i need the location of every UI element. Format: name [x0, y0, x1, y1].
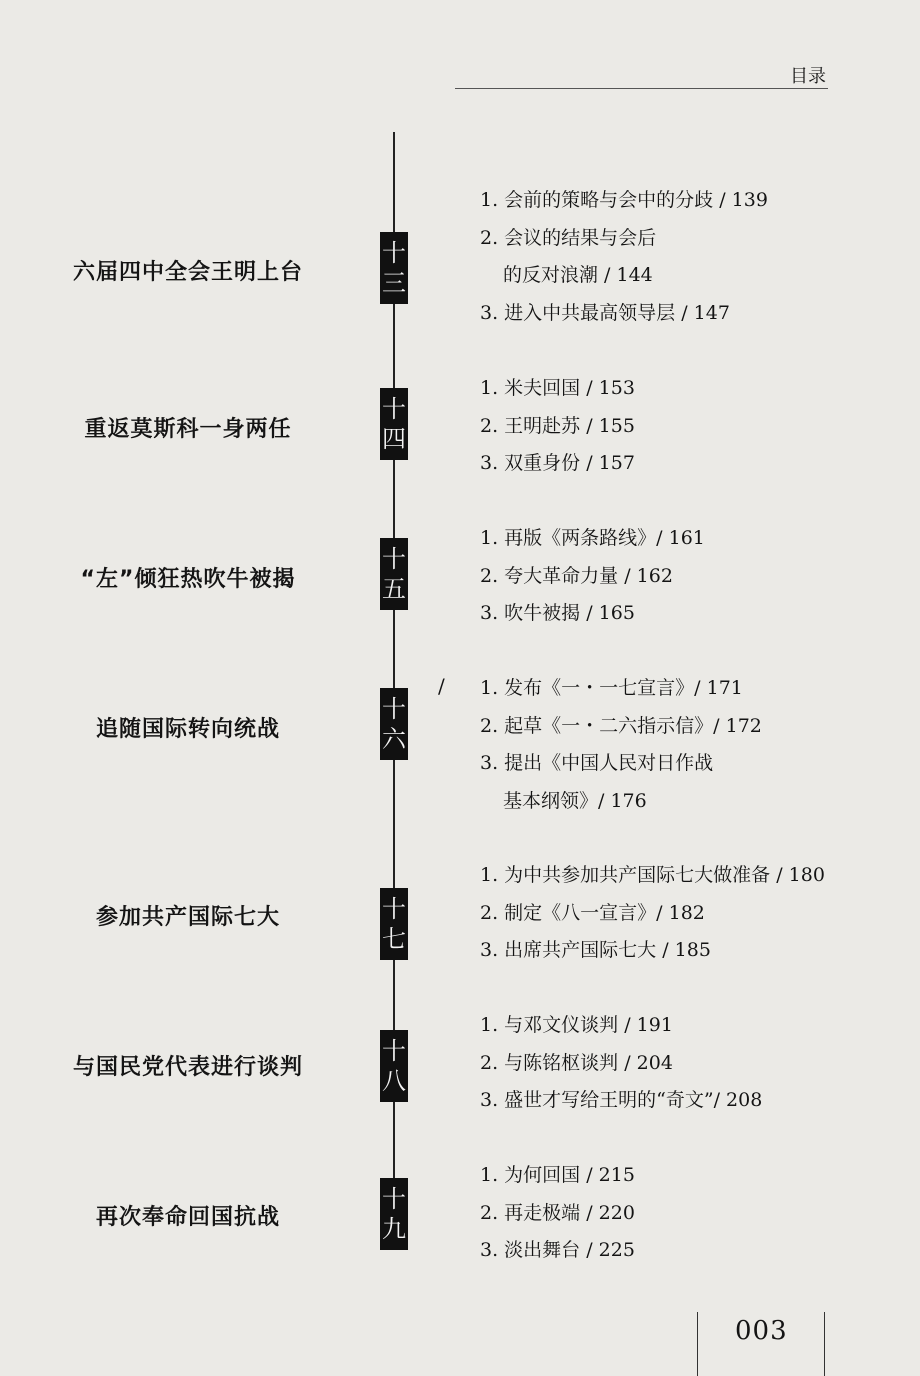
chapter-number-char: 十 [382, 1185, 406, 1213]
section-list [480, 670, 762, 820]
running-head: 目录 [790, 66, 826, 87]
chapter-number-box [380, 888, 408, 960]
pen-tick-mark: / [438, 674, 445, 698]
section-item[interactable]: 3. 进入中共最高领导层 / 147 [480, 301, 730, 324]
chapter-number-char: 十 [382, 395, 406, 423]
chapter-number-char: 十 [382, 895, 406, 923]
section-item[interactable]: 3. 提出《中国人民对日作战 [480, 752, 714, 774]
chapter-number-box [380, 1030, 408, 1102]
section-item[interactable]: 2. 与陈铭枢谈判 / 204 [480, 1051, 673, 1074]
section-list [480, 182, 768, 332]
section-item[interactable]: 1. 发布《一・一七宣言》/ 171 [480, 677, 743, 699]
chapter-title[interactable]: “左”倾狂热吹牛被揭 [80, 567, 296, 592]
chapter-title[interactable]: 重返莫斯科一身两任 [84, 417, 292, 442]
section-item[interactable]: 3. 淡出舞台 / 225 [480, 1239, 635, 1261]
section-item[interactable]: 3. 双重身份 / 157 [480, 452, 635, 474]
section-item[interactable]: 2. 起草《一・二六指示信》/ 172 [480, 714, 762, 737]
section-item[interactable]: 3. 吹牛被揭 / 165 [480, 602, 635, 624]
chapter-title[interactable]: 六届四中全会王明上台 [72, 260, 303, 285]
chapter-title[interactable]: 追随国际转向统战 [95, 717, 280, 742]
chapter-number-char: 九 [382, 1215, 406, 1243]
chapter-title[interactable]: 与国民党代表进行谈判 [72, 1055, 303, 1080]
chapter-number-char: 十 [382, 239, 406, 267]
section-item[interactable]: 2. 再走极端 / 220 [480, 1201, 635, 1224]
chapter-number-char: 十 [382, 545, 406, 573]
chapter-number-box [380, 538, 408, 610]
chapter-number-box [380, 1178, 408, 1250]
chapter-title[interactable]: 再次奉命回国抗战 [95, 1205, 280, 1230]
section-list [480, 520, 705, 633]
section-list [480, 370, 635, 483]
section-list [480, 1007, 762, 1120]
chapter-number-char: 三 [382, 269, 406, 297]
chapter-number-box [380, 388, 408, 460]
chapter-title[interactable]: 参加共产国际七大 [95, 905, 280, 930]
section-item-continuation[interactable]: 的反对浪潮 / 144 [503, 264, 653, 286]
chapter-number-char: 十 [382, 1037, 406, 1065]
chapter-number-char: 四 [382, 425, 406, 453]
section-item-continuation[interactable]: 基本纲领》/ 176 [503, 789, 647, 812]
section-item[interactable]: 1. 与邓文仪谈判 / 191 [480, 1014, 673, 1036]
section-item[interactable]: 3. 盛世才写给王明的“奇文”/ 208 [480, 1089, 763, 1111]
page-number: 003 [735, 1316, 788, 1346]
section-item[interactable]: 1. 为中共参加共产国际七大做准备 / 180 [480, 864, 825, 886]
section-item[interactable]: 1. 再版《两条路线》/ 161 [480, 527, 705, 549]
section-item[interactable]: 1. 米夫回国 / 153 [480, 377, 635, 399]
chapter-number-char: 八 [382, 1067, 406, 1095]
section-item[interactable]: 1. 为何回国 / 215 [480, 1164, 635, 1186]
chapter-number-char: 十 [382, 695, 406, 723]
section-item[interactable]: 2. 夸大革命力量 / 162 [480, 564, 673, 587]
chapter-number-char: 五 [382, 575, 406, 603]
chapter-number-char: 七 [382, 925, 406, 953]
section-list [480, 857, 825, 970]
section-item[interactable]: 2. 制定《八一宣言》/ 182 [480, 901, 705, 924]
section-item[interactable]: 1. 会前的策略与会中的分歧 / 139 [480, 189, 768, 211]
chapter-number-char: 六 [382, 725, 406, 753]
section-item[interactable]: 2. 王明赴苏 / 155 [480, 414, 635, 437]
chapter-number-box [380, 688, 408, 760]
section-item[interactable]: 3. 出席共产国际七大 / 185 [480, 939, 711, 961]
section-item[interactable]: 2. 会议的结果与会后 [480, 226, 657, 249]
header-rule [455, 88, 828, 89]
chapter-number-box [380, 232, 408, 304]
section-list [480, 1157, 635, 1270]
